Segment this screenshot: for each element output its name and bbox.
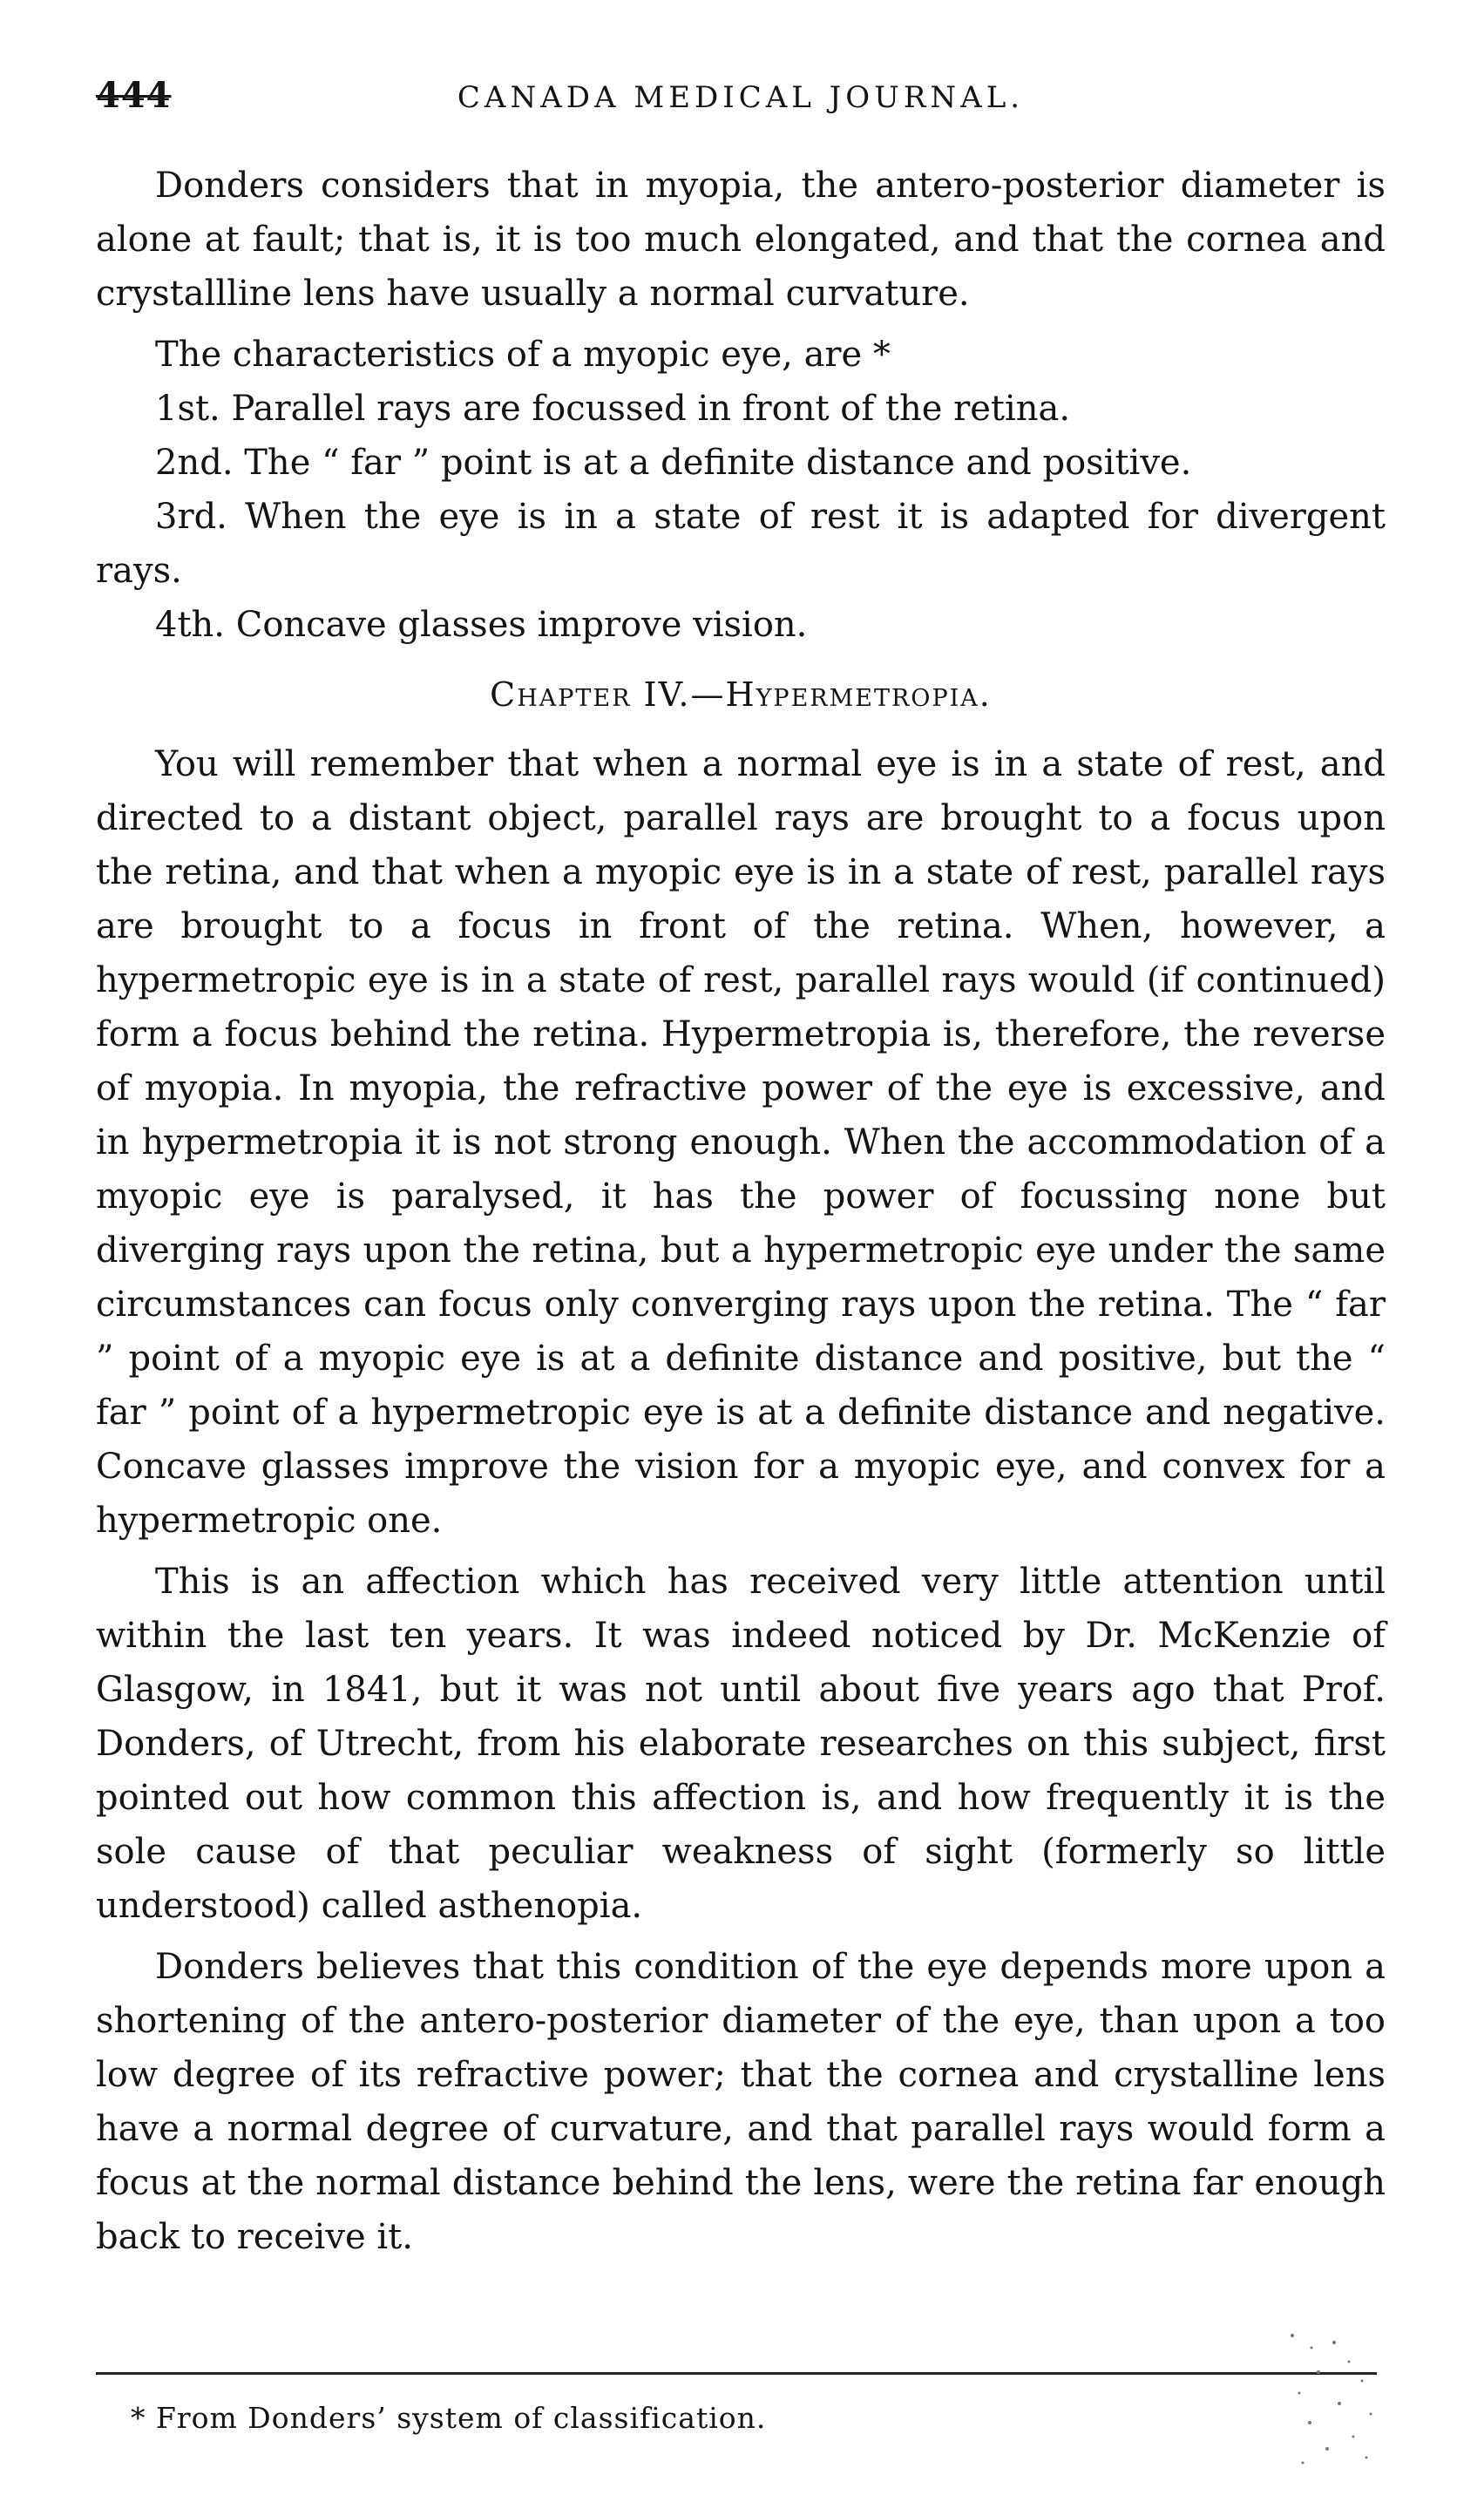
list-item-4th: 4th. Concave glasses improve vision.: [155, 605, 808, 645]
paragraph-donders-belief: Donders believes that this condition of the eye depends more upon a shortening of the antero-posterior diameter of the eye, than upon a too low degree of its refractive power; that the cornea and crystalline lens have a normal degree of curvature, and that parallel rays would form a focus at the normal distance behind the lens, were the retina far enough back to receive it.: [96, 1947, 1386, 2257]
chapter-heading: Chapter IV.—Hypermetropia.: [490, 675, 992, 714]
body-text: [96, 159, 1386, 2264]
paragraph-donders-myopia: Donders considers that in myopia, the antero-posterior diameter is alone at fault; that is, it is too much elongated, and that the cornea and crystallline lens have usually a normal curvature.: [96, 166, 1386, 314]
paragraph-history: This is an affection which has received very little attention until within the last ten years. It was indeed noticed by Dr. McKenzie of Glasgow, in 1841, but it was not until about five years ago that Prof. Donders, of Utrecht, from his elaborate researches on this subject, first pointed out how common this affection is, and how frequently it is the sole cause of that peculiar weakness of sight (formerly so little understood) called asthenopia.: [96, 1562, 1386, 1926]
running-head: CANADA MEDICAL JOURNAL.: [457, 80, 1025, 115]
list-item-1st: 1st. Parallel rays are focussed in front of the retina.: [155, 389, 1071, 429]
list-item-3rd: 3rd. When the eye is in a state of rest it is adapted for divergent rays.: [96, 497, 1386, 591]
page-header: [96, 75, 1386, 127]
paragraph-myopic-characteristics: The characteristics of a myopic eye, are *: [155, 335, 891, 375]
list-item-2nd: 2nd. The “ far ” point is at a definite distance and positive.: [155, 443, 1192, 483]
footnote: * From Donders’ system of classification.: [131, 2401, 767, 2435]
page-number: 444: [96, 75, 172, 116]
paragraph-hypermetropia-intro: You will remember that when a normal eye is in a state of rest, and directed to a distant object, parallel rays are brought to a focus upon the retina, and that when a myopic eye is in a state of rest, parallel rays are brought to a focus in front of the retina. When, however, a hypermetropic eye is in a state of rest, parallel rays would (if continued) form a focus behind the retina. Hypermetropia is, therefore, the reverse of myopia. In myopia, the refractive power of the eye is excessive, and in hypermetropia it is not strong enough. When the accommodation of a myopic eye is paralysed, it has the power of focussing none but diverging rays upon the retina, but a hypermetropic eye under the same circumstances can focus only converging rays upon the retina. The “ far ” point of a myopic eye is at a definite distance and positive, but the “ far ” point of a hypermetropic eye is at a definite distance and negative. Concave glasses improve the vision for a myopic eye, and convex for a hypermetropic one.: [96, 744, 1386, 1541]
print-speckle-decoration: [1257, 2318, 1388, 2475]
footnote-rule: [96, 2372, 1377, 2375]
